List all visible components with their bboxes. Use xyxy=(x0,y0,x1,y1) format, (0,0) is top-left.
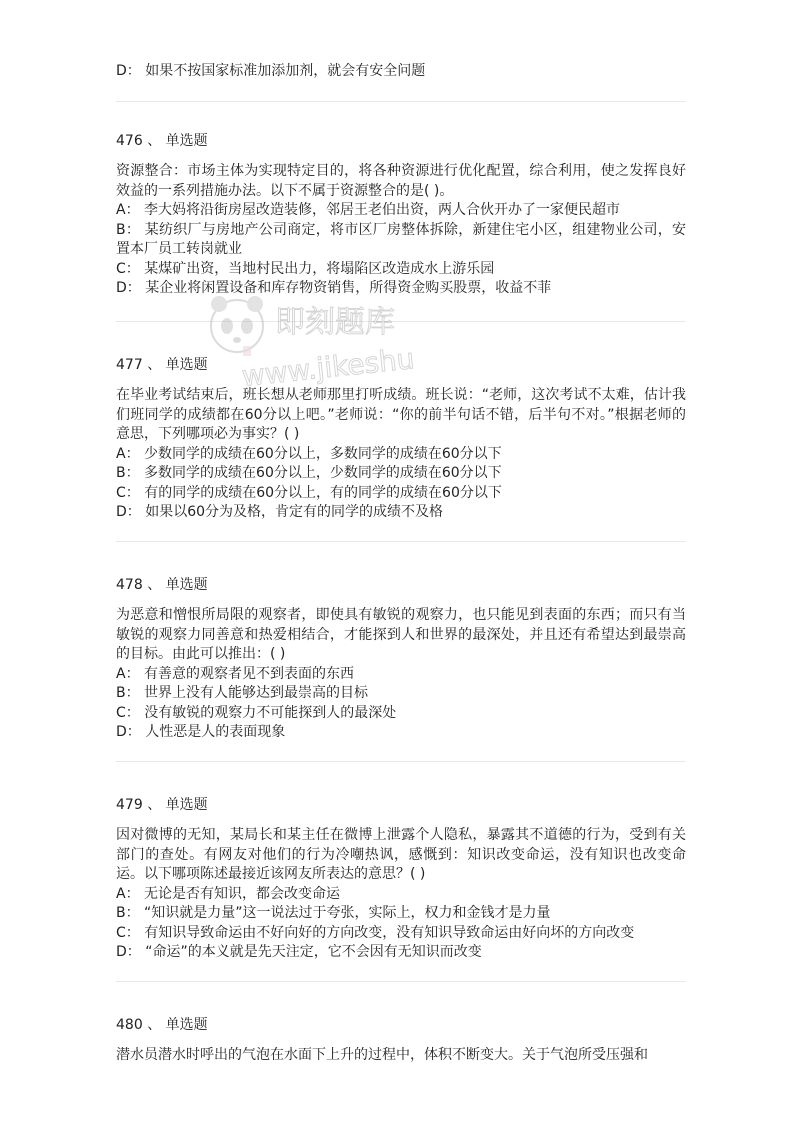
question-header xyxy=(116,1016,686,1035)
separator: 、 xyxy=(147,357,162,373)
question-480 xyxy=(116,1016,686,1066)
question-476 xyxy=(116,132,686,299)
question-header xyxy=(116,576,686,595)
divider xyxy=(116,541,686,542)
option-d: D： 人性恶是人的表面现象 xyxy=(116,724,286,740)
option-c: C： 有的同学的成绩在60分以上，有的同学的成绩在60分以下 xyxy=(116,484,502,501)
option-b: B： 多数同学的成绩在60分以上，少数同学的成绩在60分以下 xyxy=(116,465,502,481)
option-a: A： 少数同学的成绩在60分以上，多数同学的成绩在60分以下 xyxy=(116,445,502,462)
question-477 xyxy=(116,356,686,523)
question-header xyxy=(116,796,686,815)
question-stem: 资源整合：市场主体为实现特定目的，将各种资源进行优化配置，综合利用，使之发挥良好效益的一系列措施办法。以下不属于资源整合的是( )。 xyxy=(116,163,686,199)
previous-question-option-d: D： 如果不按国家标准加添加剂，就会有安全问题 xyxy=(116,63,426,79)
option-b: B： 某纺织厂与房地产公司商定，将市区厂房整体拆除，新建住宅小区，组建物业公司，安置本厂员工转岗就业 xyxy=(116,221,686,257)
option-b: B： 世界上没有人能够达到最崇高的目标 xyxy=(116,685,369,701)
question-number: 479 xyxy=(116,797,143,813)
question-type: 单选题 xyxy=(165,1017,208,1033)
option-c: C： 有知识导致命运由不好向好的方向改变，没有知识导致命运由好向坏的方向改变 xyxy=(116,924,635,941)
question-478 xyxy=(116,576,686,743)
option-a: A： 无论是否有知识，都会改变命运 xyxy=(116,885,341,902)
option-b: B： “知识就是力量”这一说法过于夸张，实际上，权力和金钱才是力量 xyxy=(116,905,551,921)
question-header xyxy=(116,356,686,375)
question-header xyxy=(116,132,686,151)
watermark-url: www.jikeshu xyxy=(240,342,416,393)
option-d: D： “命运”的本义就是先天注定，它不会因有无知识而改变 xyxy=(116,944,482,960)
question-type: 单选题 xyxy=(165,133,208,149)
option-a: A： 有善意的观察者见不到表面的东西 xyxy=(116,665,355,682)
question-number: 480 xyxy=(116,1017,143,1033)
option-c: C： 某煤矿出资，当地村民出力，将塌陷区改造成水上游乐园 xyxy=(116,260,495,277)
option-a: A： 李大妈将沿街房屋改造装修，邻居王老伯出资，两人合伙开办了一家便民超市 xyxy=(116,202,621,218)
question-stem: 为恶意和憎恨所局限的观察者，即使具有敏锐的观察力，也只能见到表面的东西；而只有当敏锐的观察力同善意和热爱相结合，才能探到人和世界的最深处，并且还有希望达到最崇高的目标。由此可以推出：( ) xyxy=(116,607,686,662)
divider xyxy=(116,101,686,102)
separator: 、 xyxy=(147,133,162,149)
watermark-brand: 即刻题库 xyxy=(275,305,395,340)
question-stem: 在毕业考试结束后，班长想从老师那里打听成绩。班长说：“老师，这次考试不太难，估计我们班同学的成绩都在60分以上吧。”老师说：“你的前半句话不错，后半句不对。”根据老师的意思，下列哪项必为事实？( ) xyxy=(116,387,686,442)
question-number: 477 xyxy=(116,357,143,373)
divider xyxy=(116,321,686,322)
divider xyxy=(116,761,686,762)
question-stem: 因对微博的无知，某局长和某主任在微博上泄露个人隐私，暴露其不道德的行为，受到有关部门的查处。有网友对他们的行为冷嘲热讽，感慨到：知识改变命运，没有知识也改变命运。以下哪项陈述最接近该网友所表达的意思？( ) xyxy=(116,827,686,882)
question-type: 单选题 xyxy=(165,797,208,813)
option-d: D： 如果以60分为及格，肯定有的同学的成绩不及格 xyxy=(116,504,444,520)
separator: 、 xyxy=(147,797,162,813)
option-c: C： 没有敏锐的观察力不可能探到人的最深处 xyxy=(116,704,397,721)
question-type: 单选题 xyxy=(165,577,208,593)
panda-icon xyxy=(211,296,263,356)
divider xyxy=(116,981,686,982)
question-479 xyxy=(116,796,686,963)
separator: 、 xyxy=(147,1017,162,1033)
question-type: 单选题 xyxy=(165,357,208,373)
question-stem: 潜水员潜水时呼出的气泡在水面下上升的过程中，体积不断变大。关于气泡所受压强和 xyxy=(116,1047,648,1063)
separator: 、 xyxy=(147,577,162,593)
question-number: 478 xyxy=(116,577,143,593)
option-d: D： 某企业将闲置设备和库存物资销售，所得资金购买股票，收益不菲 xyxy=(116,280,552,296)
question-number: 476 xyxy=(116,133,143,149)
